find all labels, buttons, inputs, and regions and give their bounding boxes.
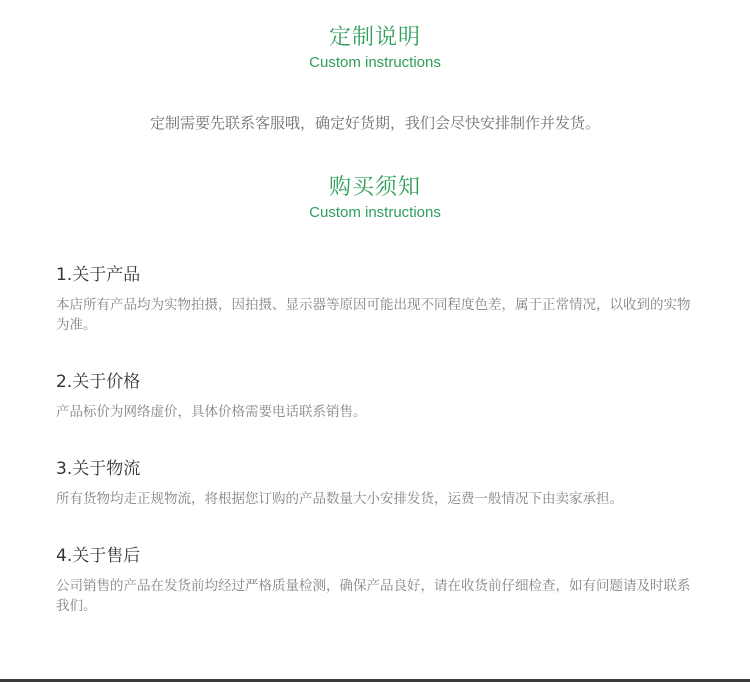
notice-item-product xyxy=(56,263,696,335)
purchase-title-en: Custom instructions xyxy=(309,204,441,221)
custom-instructions-text: 定制需要先联系客服哦，确定好货期，我们会尽快安排制作并发货。 xyxy=(149,114,600,132)
notice-item-body: 所有货物均走正规物流，将根据您订购的产品数量大小安排发货，运费一般情况下由卖家承担。 xyxy=(56,491,623,507)
notice-item-body: 产品标价为网络虚价，具体价格需要电话联系销售。 xyxy=(56,404,367,420)
purchase-notice-header xyxy=(0,174,750,223)
notice-item-body: 公司销售的产品在发货前均经过严格质量检测，确保产品良好，请在收货前仔细检查，如有问题请及时联系我们。 xyxy=(56,578,691,614)
custom-title-en: Custom instructions xyxy=(309,54,441,71)
notice-item-body: 本店所有产品均为实物拍摄，因拍摄、显示器等原因可能出现不同程度色差，属于正常情况，以收到的实物为准。 xyxy=(56,297,691,333)
custom-instructions-header xyxy=(0,24,750,73)
notice-item-title: 4.关于售后 xyxy=(56,546,141,566)
notice-item-title: 3.关于物流 xyxy=(56,459,141,479)
notice-item-title: 2.关于价格 xyxy=(56,372,141,392)
custom-title-cn: 定制说明 xyxy=(328,25,421,50)
purchase-title-cn: 购买须知 xyxy=(328,175,421,200)
notice-item-price xyxy=(56,370,696,422)
notice-item-title: 1.关于产品 xyxy=(56,265,141,285)
notice-item-logistics xyxy=(56,457,696,509)
notice-item-after-sales xyxy=(56,544,696,616)
